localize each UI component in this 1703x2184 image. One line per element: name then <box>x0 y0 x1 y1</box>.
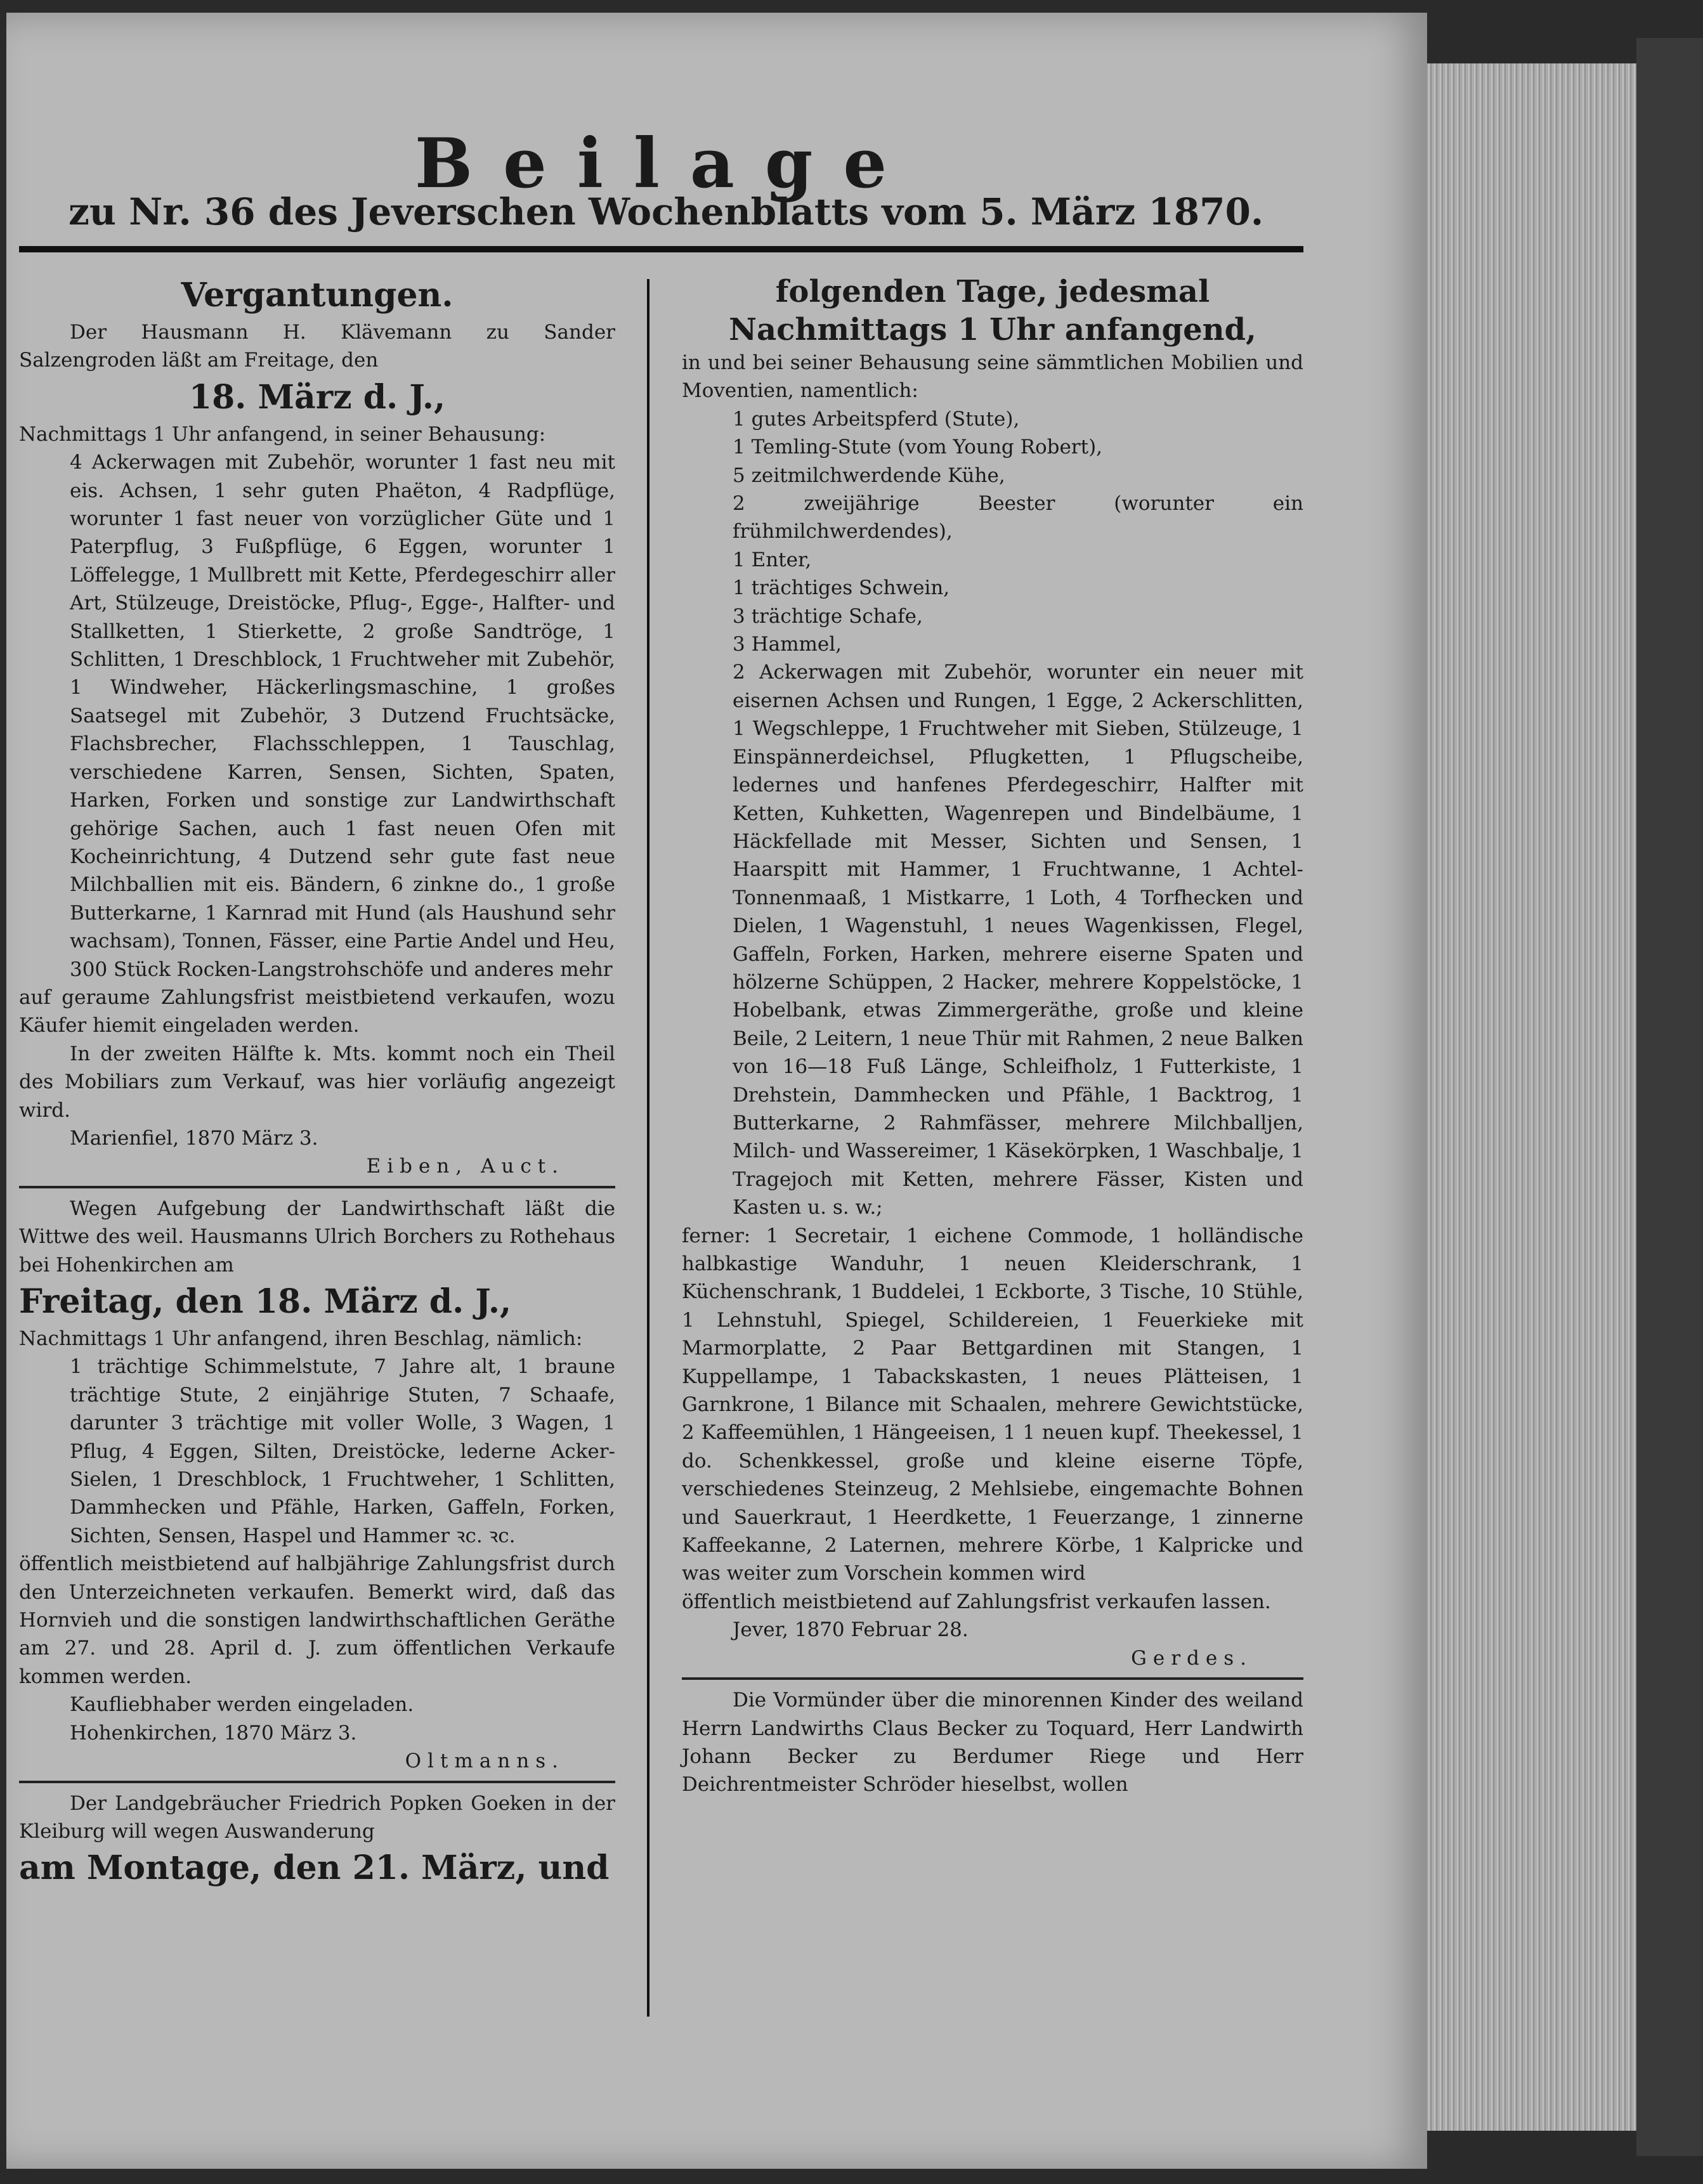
auction1-signature: Eiben, Auct. <box>366 1155 564 1178</box>
auction3-signature: Gerdes. <box>1131 1646 1253 1670</box>
list-item: 5 zeitmilchwerdende Kühe, <box>733 464 1005 487</box>
auction3-tools: 2 Ackerwagen mit Zubehör, worunter ein neuer mit eisernen Achsen und Rungen, 1 Egge, 2 Ackerschlitten, 1 Wegschleppe, 1 Fruchtweher mit Sieben, Stülzeuge, 1 Einspännerdeichsel, Pflugketten, 1 Pflugscheibe, ledernes und hanfenes Pferdegeschirr, Halfter mit Ketten, Kuhketten, Wagenrepen und Bindelbäume, 1 Häckfellade mit Messer, Sichten und Sensen, 1 Haarspitt mit Hammer, 1 Fruchtwanne, 1 Achtel-Tonnenmaaß, 1 Mistkarre, 1 Loth, 4 Torfhecken und Dielen, 1 Wagenstuhl, 1 neues Wagenkissen, Flegel, Gaffeln, Forken, Harken, mehrere eiserne Spaten und hölzerne Schüppen, 2 Hacker, mehrere Koppelstöcke, 1 Hobelbank, etwas Zimmergeräthe, große und kleine Beile, 2 Leitern, 1 neue Thür mit Rahmen, 2 neue Balken von 16—18 Fuß Länge, Schleifholz, 1 Futterkiste, 1 Drehstein, Dammhecken und Pfähle, 1 Backtrog, 1 Butterkarne, 2 Rahmfässer, mehrere Milchballjen, Milch- und Wassereimer, 1 Käsekörpken, 1 Waschbalje, 1 Tragejoch mit Ketten, mehrere Fässer, Kisten und Kasten u. s. w.; <box>733 661 1303 1219</box>
supplement-title: Beilage <box>414 124 918 204</box>
auction2-date: Freitag, den 18. März d. J., <box>19 1282 512 1321</box>
auction1-date: 18. März d. J., <box>188 377 446 417</box>
book-cover <box>1636 38 1703 2156</box>
header-rule <box>19 246 1303 252</box>
auction3-continued-heading: folgenden Tage, jedesmal Nachmittags 1 Uhr anfangend, <box>729 274 1256 348</box>
livestock-list <box>682 405 1303 659</box>
book-page-edges <box>1427 63 1636 2131</box>
list-item: 1 trächtiges Schwein, <box>733 576 950 600</box>
auction1-items: 4 Ackerwagen mit Zubehör, worunter 1 fast neu mit eis. Achsen, 1 sehr guten Phaëton, 4 Radpflüge, worunter 1 fast neuer von vorzüglicher Güte und 1 Paterpflug, 3 Fußpflüge, 6 Eggen, worunter 1 Löffelegge, 1 Mullbrett mit Kette, Pferdegeschirr aller Art, Stülzeuge, Dreistöcke, Pflug-, Egge-, Halfter- und Stallketten, 1 Stierkette, 2 große Sandtröge, 1 Schlitten, 1 Dreschblock, 1 Fruchtweher mit Zubehör, 1 Windweher, Häckerlingsmaschine, 1 großes Saatsegel mit Zubehör, 3 Dutzend Fruchtsäcke, Flachsbrecher, Flachsschleppen, 1 Tauschlag, verschiedene Karren, Sensen, Sichten, Spaten, Harken, Forken und sonstige zur Landwirthschaft gehörige Sachen, auch 1 fast neuen Ofen mit Kocheinrichtung, 4 Dutzend sehr gute fast neue Milchballien mit eis. Bändern, 6 zinkne do., 1 große Butterkarne, 1 Karnrad mit Hund (als Haushund sehr wachsam), Tonnen, Fässer, eine Partie Andel und Heu, 300 Stück Rocken-Langstrohschöfe und anderes mehr <box>70 451 615 981</box>
auction3-intro: Der Landgebräucher Friedrich Popken Goeken in der Kleiburg will wegen Auswanderung <box>19 1791 615 1843</box>
list-item: 1 Enter, <box>733 548 812 571</box>
auction2-place-date: Hohenkirchen, 1870 März 3. <box>70 1721 357 1745</box>
auction3-place-date: Jever, 1870 Februar 28. <box>733 1618 969 1642</box>
list-item: 1 Temling-Stute (vom Young Robert), <box>733 436 1103 459</box>
separator <box>19 1186 615 1188</box>
auction3-furniture: ferner: 1 Secretair, 1 eichene Commode, 1 holländische halbkastige Wanduhr, 1 neuen Kleiderschrank, 1 Küchenschrank, 1 Buddelei, 1 Eckborte, 3 Tische, 10 Stühle, 1 Lehnstuhl, Spiegel, Schildereien, 1 Feuerkieke mit Marmorplatte, 2 Paar Bettgardinen mit Stangen, 1 Kuppellampe, 1 Tabackskasten, 1 neues Plätteisen, 1 Garnkrone, 1 Bilance mit Schaalen, mehrere Gewichtstücke, 2 Kaffeemühlen, 1 Hängeeisen, 1 1 neuen kupf. Theekessel, 1 do. Schenkkessel, große und kleine eiserne Töpfe, verschiedenes Steinzeug, 2 Mehlsiebe, eingemachte Bohnen und Sauerkraut, 1 Heerdkette, 1 Feuerzange, 1 zinnerne Kaffeekanne, 2 Laternen, mehrere Körbe, 1 Kalpricke und was weiter zum Vorschein kommen wird <box>682 1224 1303 1585</box>
list-item: 2 zweijährige Beester (worunter ein frühmilchwerdendes), <box>733 492 1303 543</box>
auction1-intro: Der Hausmann H. Klävemann zu Sander Salzengroden läßt am Freitage, den <box>19 321 615 372</box>
separator <box>682 1677 1303 1680</box>
auction3-date: am Montage, den 21. März, und <box>19 1849 610 1888</box>
auction4-intro: Die Vormünder über die minorennen Kinder des weiland Herrn Landwirths Claus Becker zu Toquard, Herr Landwirth Johann Becker zu Berdumer Riege und Herr Deichrentmeister Schröder hieselbst, wollen <box>682 1689 1303 1797</box>
auction3-location: in und bei seiner Behausung seine sämmtlichen Mobilien und Moventien, namentlich: <box>682 351 1303 403</box>
separator <box>19 1781 615 1783</box>
list-item: 3 Hammel, <box>733 633 842 656</box>
auction2-invite: Kaufliebhaber werden eingeladen. <box>70 1693 414 1717</box>
auction2-time: Nachmittags 1 Uhr anfangend, ihren Beschlag, nämlich: <box>19 1327 583 1350</box>
auction1-place-date: Marienfiel, 1870 März 3. <box>70 1126 318 1150</box>
auction2-sale: öffentlich meistbietend auf halbjährige Zahlungsfrist durch den Unterzeichneten verkaufen. Bemerkt wird, daß das Hornvieh und die sonstigen landwirthschaftlichen Geräthe am 27. und 28. April d. J. zum öffentlichen Verkaufe kommen werden. <box>19 1552 615 1688</box>
auction2-signature: Oltmanns. <box>405 1750 564 1773</box>
auction1-note: In der zweiten Hälfte k. Mts. kommt noch ein Theil des Mobiliars zum Verkauf, was hier vorläufig angezeigt wird. <box>19 1042 615 1122</box>
auction1-sale: auf geraume Zahlungsfrist meistbietend verkaufen, wozu Käufer hiemit eingeladen werden. <box>19 985 615 1037</box>
auction1-time: Nachmittags 1 Uhr anfangend, in seiner Behausung: <box>19 422 546 446</box>
auction2-items: 1 trächtige Schimmelstute, 7 Jahre alt, 1 braune trächtige Stute, 2 einjährige Stuten, 7 Schaafe, darunter 3 trächtige mit voller Wolle, 3 Wagen, 1 Pflug, 4 Eggen, Silten, Dreistöcke, lederne Acker-Sielen, 1 Dreschblock, 1 Fruchtweher, 1 Schlitten, Dammhecken und Pfähle, Harken, Gaffeln, Forken, Sichten, Sensen, Haspel und Hammer ꝛc. ꝛc. <box>70 1355 615 1547</box>
right-column <box>682 273 1303 1799</box>
auction3-sale: öffentlich meistbietend auf Zahlungsfrist verkaufen lassen. <box>682 1590 1271 1613</box>
supplement-subtitle: zu Nr. 36 des Jeverschen Wochenblatts vom 5. März 1870. <box>68 190 1264 233</box>
auction2-intro: Wegen Aufgebung der Landwirthschaft läßt die Wittwe des weil. Hausmanns Ulrich Borchers zu Rothehaus bei Hohenkirchen am <box>19 1197 615 1277</box>
list-item: 3 trächtige Schafe, <box>733 604 923 628</box>
list-item: 1 gutes Arbeitspferd (Stute), <box>733 407 1020 431</box>
left-column <box>19 273 615 1891</box>
section-heading: Vergantungen. <box>181 276 453 315</box>
column-divider <box>647 279 649 2017</box>
